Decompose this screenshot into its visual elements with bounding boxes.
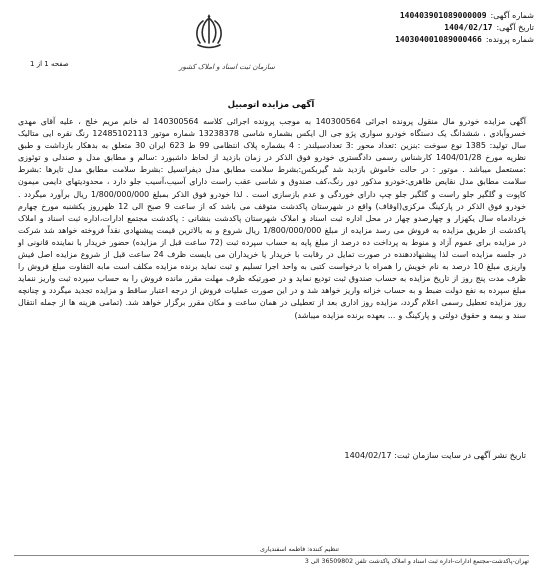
ad-number-label: شماره آگهی: [490, 11, 534, 20]
org-name: سازمان ثبت اسناد و املاک کشور [179, 63, 275, 71]
publish-date: 1404/02/17 [344, 450, 392, 460]
case-number-row [272, 34, 534, 46]
ad-number: 140403901089000009 [399, 11, 487, 20]
publish-label: تاریخ نشر آگهی در سایت سازمان ثبت: [394, 450, 526, 460]
case-number: 140304001089000466 [395, 35, 482, 44]
clerk-name: تنظیم کننده: فاطمه اسفندیاری [259, 546, 339, 553]
ad-date-label: تاریخ آگهی: [496, 23, 534, 32]
page-indicator: صفحه 1 از 1 [30, 60, 69, 68]
publish-line [18, 450, 526, 460]
office-address: تهران-پاکدشت-مجتمع ادارات-اداره ثبت اسناد و املاک پاکدشت تلفن 36509802 الی 3 [14, 555, 529, 567]
ad-date: 1404/02/17 [444, 23, 493, 32]
ad-date-row [272, 22, 534, 34]
case-number-label: شماره پرونده: [485, 35, 534, 44]
ad-meta [272, 10, 534, 46]
ad-number-row [272, 10, 534, 22]
ad-body: آگهی مزایده خودرو مال منقول پرونده اجرائی 140300564 به موجب پرونده اجرائی کلاسه 140300564 له خانم مریم خلج ، علیه آقای مهدی خسروآبادی ، ششدانگ یک دستگاه خودرو سواری پژو جی ال ایکس بشماره شاسی 13238378 شماره موتور 12485102113 رنگ نقره ایی متالیک سال تولید: 1385 نوع سوخت :بنزین :تعداد محور :3 تعدادسیلندر : 4 بشماره پلاک انتظامی 99 ط 623 ایران 30 متعلق به بدهکار بازداشت و طبق نظریه مورخ 1404/01/28 کارشناس رسمی دادگستری خودرو فوق الذکر در زمان بازدید از لحاظ داشبورد :سالم و مطابق مدل و صندلی و توئوزی :مستعمل میباشد . موتور : در حالت خاموش بازدید شد گیربکس:بشرط سلامت مطابق مدل دیفرانسیل :بشرط سلامت مطابق مدل تایرها :بشرط سلامت مطابق مدل نقایص ظاهری:خودرو مذکور دور رنگ،کف صندوق و شاسی عقب راست دارای آسیب،آسیب جلو دارد ، محدودیتهای دایمی میمون کاپوت و گلگیر جلو راست و گلگیر جلو چپ دارای خوردگی و عدم بازسازی است . لذا خودرو فوق الذکر بمبلغ 1/800/000/000 ریال برآورد میگردد . خودرو فوق الذکر در پارکینگ مرکزی(اوقاف) واقع در شهرستان پاکدشت متوقف می باشد که از ساعت 9 صبح الی 12 ظهرروز یکشنبه مورخ چهارم خردادماه سال یکهزار و چهارصدو چهار در محل اداره ثبت اسناد و املاک شهرستان پاکدشت بنشانی : پاکدشت مجتمع ادارات،اداره ثبت اسناد و املاک پاکدشت از طریق مزایده به فروش می رسد مزایده از مبلغ 1/800/000/000 ریال شروع و به بالاترین قیمت پیشنهادی نقداً فروخته خواهد شد شرکت در مزایده برای عموم آزاد و منوط به پرداخت ده درصد از مبلغ پایه به حساب سپرده ثبت (72 ساعت قبل از مزایده) حضور خریدار با نماینده قانونی او در جلسه مزایده است لذا پیشنهاددهنده در صورت تمایل در رقابت با خریدار یا خریداران می بایست ظرف 24 ساعت قبل از شروع مزایده اصل فیش واریزی مبلغ 10 درصد به نام خویش را همراه با درخواست کتبی به واحد اجرا تسلیم و ثبت نماید برنده مزایده مکلف است مابه التفاوت مبلغ فروش را ظرف مدت پنج روز از تاریخ مزایده به حساب صندوق ثبت تودیع نماید و در صورتیکه ظرف مهلت مقرر مانده فروش را به حساب سپرده ثبت واریز ننماید مبلغ سپرده به نفع دولت ضبط و به حساب خزانه واریز خواهد شد و در این صورت عملیات فروش از درجه اعتبار ساقط و مزایده تجدید میگردد و چنانچه روز مزایده تعطیل رسمی اعلام گردد، مزایده روز اداری بعد از تعطیلی در همان ساعت و مکان مقرر برگزار خواهد شد. (تمامی هزینه ها از جمله انتقال سند و بیمه و حقوق دولتی و پارکینگ و ... بعهده برنده مزایده میباشد) [18, 117, 527, 320]
ad-title: آگهی مزایده اتومبیل [227, 100, 315, 110]
iran-emblem-icon [182, 12, 236, 58]
footer [14, 545, 529, 567]
